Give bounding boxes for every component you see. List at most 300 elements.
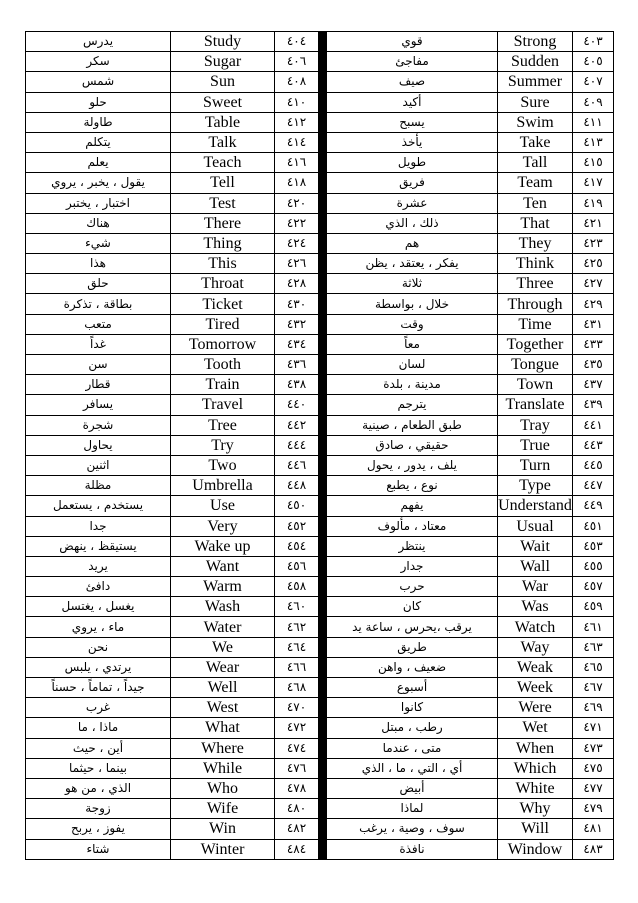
column-divider: [319, 274, 327, 294]
right-entry-number: ٤١٩: [573, 193, 614, 213]
left-entry-number: ٤٨٤: [275, 839, 319, 859]
left-english-word: Tomorrow: [171, 334, 275, 354]
right-english-word: Understand: [498, 497, 572, 515]
vocabulary-table: [25, 31, 614, 860]
left-entry-number: ٤٣٠: [275, 294, 319, 314]
right-english-word: Usual: [498, 516, 573, 536]
right-entry-number: ٤٨١: [573, 819, 614, 839]
left-english-word: Tired: [171, 314, 275, 334]
left-english-word: Winter: [171, 839, 275, 859]
right-entry-number: ٤٥٥: [573, 556, 614, 576]
right-entry-number: ٤٣٩: [573, 395, 614, 415]
column-divider: [319, 132, 327, 152]
table-row: [26, 334, 614, 354]
right-english-word: Was: [498, 597, 573, 617]
right-entry-number: ٤٣٣: [573, 334, 614, 354]
right-arabic-meaning: كانوا: [327, 698, 498, 718]
left-arabic-meaning: متعب: [26, 314, 171, 334]
table-row: [26, 678, 614, 698]
column-divider: [319, 153, 327, 173]
table-row: [26, 153, 614, 173]
left-entry-number: ٤٠٤: [275, 32, 319, 52]
left-english-word: Throat: [171, 274, 275, 294]
right-entry-number: ٤١٧: [573, 173, 614, 193]
right-arabic-meaning: متى ، عندما: [327, 738, 498, 758]
left-english-word: Win: [171, 819, 275, 839]
left-entry-number: ٤١٨: [275, 173, 319, 193]
right-entry-number: ٤٦٣: [573, 637, 614, 657]
right-entry-number: ٤٦٩: [573, 698, 614, 718]
left-english-word: Warm: [171, 577, 275, 597]
right-entry-number: ٤٧١: [573, 718, 614, 738]
left-english-word: Wear: [171, 657, 275, 677]
right-arabic-meaning: أكيد: [327, 92, 498, 112]
table-row: [26, 355, 614, 375]
left-english-word: Study: [171, 32, 275, 52]
right-english-word: Wait: [498, 536, 573, 556]
right-english-word: Window: [498, 839, 573, 859]
left-entry-number: ٤٤٤: [275, 435, 319, 455]
left-english-word: Ticket: [171, 294, 275, 314]
left-arabic-meaning: اختبار ، يختبر: [26, 193, 171, 213]
left-arabic-meaning: يغسل ، يغتسل: [26, 597, 171, 617]
left-english-word: Teach: [171, 153, 275, 173]
column-divider: [319, 254, 327, 274]
left-arabic-meaning: يقول ، يخبر ، يروي: [26, 173, 171, 193]
column-divider: [319, 698, 327, 718]
table-row: [26, 274, 614, 294]
left-arabic-meaning: ماء ، يروي: [26, 617, 171, 637]
column-divider: [319, 173, 327, 193]
left-arabic-meaning: جيداً ، تماماً ، حسناً: [26, 678, 171, 698]
right-entry-number: ٤٧٩: [573, 799, 614, 819]
left-arabic-meaning: شيء: [26, 233, 171, 253]
right-entry-number: ٤٢١: [573, 213, 614, 233]
column-divider: [319, 213, 327, 233]
right-entry-number: ٤١٥: [573, 153, 614, 173]
table-row: [26, 52, 614, 72]
right-arabic-meaning: ثلاثة: [327, 274, 498, 294]
table-row: [26, 92, 614, 112]
right-arabic-meaning: يترجم: [327, 395, 498, 415]
column-divider: [319, 617, 327, 637]
left-entry-number: ٤٦٦: [275, 657, 319, 677]
right-arabic-meaning: أبيض: [327, 778, 498, 798]
table-row: [26, 476, 614, 496]
left-english-word: Travel: [171, 395, 275, 415]
table-row: [26, 496, 614, 516]
left-arabic-meaning: سكر: [26, 52, 171, 72]
column-divider: [319, 516, 327, 536]
right-english-word: Will: [498, 819, 573, 839]
right-arabic-meaning: مدينة ، بلدة: [327, 375, 498, 395]
right-english-word: Wet: [498, 718, 573, 738]
left-entry-number: ٤٣٢: [275, 314, 319, 334]
table-row: [26, 839, 614, 859]
left-english-word: Test: [171, 193, 275, 213]
table-row: [26, 718, 614, 738]
left-entry-number: ٤١٦: [275, 153, 319, 173]
right-english-word: Team: [498, 173, 573, 193]
table-row: [26, 819, 614, 839]
left-english-word: Want: [171, 556, 275, 576]
right-entry-number: ٤٢٣: [573, 233, 614, 253]
table-row: [26, 294, 614, 314]
left-arabic-meaning: دافئ: [26, 577, 171, 597]
right-english-word: Strong: [498, 32, 573, 52]
right-english-word: Town: [498, 375, 573, 395]
right-entry-number: ٤٠٣: [573, 32, 614, 52]
table-row: [26, 193, 614, 213]
right-arabic-meaning: لسان: [327, 355, 498, 375]
table-row: [26, 72, 614, 92]
left-entry-number: ٤٥٤: [275, 536, 319, 556]
left-entry-number: ٤٦٢: [275, 617, 319, 637]
left-entry-number: ٤٢٨: [275, 274, 319, 294]
right-english-word: Wall: [498, 556, 573, 576]
column-divider: [319, 355, 327, 375]
right-arabic-meaning: طريق: [327, 637, 498, 657]
left-english-word: Sugar: [171, 52, 275, 72]
right-entry-number: ٤١٣: [573, 132, 614, 152]
right-arabic-meaning: يفهم: [327, 496, 498, 516]
left-entry-number: ٤٢٠: [275, 193, 319, 213]
right-entry-number: ٤٤٩: [573, 496, 614, 516]
table-row: [26, 698, 614, 718]
left-entry-number: ٤٧٤: [275, 738, 319, 758]
left-arabic-meaning: زوجة: [26, 799, 171, 819]
right-arabic-meaning: طبق الطعام ، صينية: [327, 415, 498, 435]
column-divider: [319, 637, 327, 657]
right-arabic-meaning: جدار: [327, 556, 498, 576]
right-english-word: True: [498, 435, 573, 455]
right-entry-number: ٤٢٧: [573, 274, 614, 294]
table-row: [26, 233, 614, 253]
left-arabic-meaning: شمس: [26, 72, 171, 92]
left-english-word: Where: [171, 738, 275, 758]
right-english-word: Think: [498, 254, 573, 274]
right-english-word: When: [498, 738, 573, 758]
left-english-word: Very: [171, 516, 275, 536]
left-english-word: Sun: [171, 72, 275, 92]
right-arabic-meaning: أسبوع: [327, 678, 498, 698]
right-entry-number: ٤٠٥: [573, 52, 614, 72]
column-divider: [319, 72, 327, 92]
table-row: [26, 657, 614, 677]
left-entry-number: ٤٣٨: [275, 375, 319, 395]
left-english-word: Sweet: [171, 92, 275, 112]
right-arabic-meaning: رطب ، مبتل: [327, 718, 498, 738]
left-english-word: While: [171, 758, 275, 778]
table-row: [26, 556, 614, 576]
column-divider: [319, 334, 327, 354]
right-arabic-meaning: مفاجئ: [327, 52, 498, 72]
left-arabic-meaning: اثنين: [26, 455, 171, 475]
left-arabic-meaning: يدرس: [26, 32, 171, 52]
left-entry-number: ٤٢٢: [275, 213, 319, 233]
right-entry-number: ٤٢٥: [573, 254, 614, 274]
right-arabic-meaning: ينتظر: [327, 536, 498, 556]
right-arabic-meaning: فريق: [327, 173, 498, 193]
left-arabic-meaning: الذي ، من هو: [26, 778, 171, 798]
table-row: [26, 536, 614, 556]
left-arabic-meaning: يريد: [26, 556, 171, 576]
right-arabic-meaning: يأخذ: [327, 132, 498, 152]
right-english-word: They: [498, 233, 573, 253]
column-divider: [319, 314, 327, 334]
left-arabic-meaning: يرتدي ، يلبس: [26, 657, 171, 677]
right-arabic-meaning: لماذا: [327, 799, 498, 819]
right-entry-number: ٤٤٣: [573, 435, 614, 455]
table-row: [26, 314, 614, 334]
right-arabic-meaning: هم: [327, 233, 498, 253]
left-english-word: West: [171, 698, 275, 718]
right-english-word: Take: [498, 132, 573, 152]
right-english-word: Way: [498, 637, 573, 657]
right-arabic-meaning: نافذة: [327, 839, 498, 859]
right-entry-number: ٤٦٧: [573, 678, 614, 698]
column-divider: [319, 52, 327, 72]
left-entry-number: ٤٥٢: [275, 516, 319, 536]
table-row: [26, 516, 614, 536]
column-divider: [319, 678, 327, 698]
right-english-word: Summer: [498, 72, 573, 92]
right-english-word: Tall: [498, 153, 573, 173]
column-divider: [319, 92, 327, 112]
left-english-word: Talk: [171, 132, 275, 152]
column-divider: [319, 738, 327, 758]
left-english-word: Tell: [171, 173, 275, 193]
column-divider: [319, 415, 327, 435]
table-row: [26, 435, 614, 455]
left-entry-number: ٤١٤: [275, 132, 319, 152]
left-arabic-meaning: يعلم: [26, 153, 171, 173]
column-divider: [319, 32, 327, 52]
table-row: [26, 32, 614, 52]
left-english-word: What: [171, 718, 275, 738]
right-english-word: Turn: [498, 455, 573, 475]
left-english-word: Table: [171, 112, 275, 132]
right-entry-number: ٤٧٥: [573, 758, 614, 778]
right-english-word: Weak: [498, 657, 573, 677]
right-entry-number: ٤٠٩: [573, 92, 614, 112]
right-english-word: Why: [498, 799, 573, 819]
table-row: [26, 213, 614, 233]
left-entry-number: ٤٦٤: [275, 637, 319, 657]
right-english-word: Tongue: [498, 355, 573, 375]
left-entry-number: ٤٧٢: [275, 718, 319, 738]
left-arabic-meaning: يستيقظ ، ينهض: [26, 536, 171, 556]
left-english-word: Wife: [171, 799, 275, 819]
right-english-word: Time: [498, 314, 573, 334]
left-entry-number: ٤٤٢: [275, 415, 319, 435]
left-arabic-meaning: بطاقة ، تذكرة: [26, 294, 171, 314]
right-arabic-meaning: معاً: [327, 334, 498, 354]
right-english-word: Were: [498, 698, 573, 718]
right-entry-number: ٤٧٣: [573, 738, 614, 758]
left-entry-number: ٤٥٦: [275, 556, 319, 576]
table-row: [26, 415, 614, 435]
left-arabic-meaning: شجرة: [26, 415, 171, 435]
right-english-word: Sure: [498, 92, 573, 112]
right-arabic-meaning: طويل: [327, 153, 498, 173]
column-divider: [319, 758, 327, 778]
column-divider: [319, 233, 327, 253]
right-entry-number: ٤٣٥: [573, 355, 614, 375]
column-divider: [319, 657, 327, 677]
left-arabic-meaning: شتاء: [26, 839, 171, 859]
left-english-word: Train: [171, 375, 275, 395]
right-entry-number: ٤٥٩: [573, 597, 614, 617]
column-divider: [319, 375, 327, 395]
right-entry-number: ٤٠٧: [573, 72, 614, 92]
left-arabic-meaning: غداً: [26, 334, 171, 354]
left-english-word: Water: [171, 617, 275, 637]
column-divider: [319, 395, 327, 415]
left-entry-number: ٤٤٨: [275, 476, 319, 496]
right-entry-number: ٤٤٥: [573, 455, 614, 475]
right-english-word: Which: [498, 758, 573, 778]
right-entry-number: ٤٦٥: [573, 657, 614, 677]
right-arabic-meaning: يسبح: [327, 112, 498, 132]
left-entry-number: ٤٧٦: [275, 758, 319, 778]
right-arabic-meaning: صيف: [327, 72, 498, 92]
right-entry-number: ٤٥٧: [573, 577, 614, 597]
right-entry-number: ٤٤١: [573, 415, 614, 435]
left-english-word: Use: [171, 496, 275, 516]
right-english-word: That: [498, 213, 573, 233]
column-divider: [319, 577, 327, 597]
left-arabic-meaning: جدا: [26, 516, 171, 536]
left-english-word: Two: [171, 455, 275, 475]
left-arabic-meaning: يستخدم ، يستعمل: [26, 496, 171, 516]
right-arabic-meaning: ذلك ، الذي: [327, 213, 498, 233]
left-arabic-meaning: قطار: [26, 375, 171, 395]
left-entry-number: ٤٥٠: [275, 496, 319, 516]
left-english-word: Wash: [171, 597, 275, 617]
right-arabic-meaning: معتاد ، مألوف: [327, 516, 498, 536]
right-english-word: White: [498, 778, 573, 798]
right-arabic-meaning: وقت: [327, 314, 498, 334]
left-entry-number: ٤٥٨: [275, 577, 319, 597]
right-arabic-meaning: أي ، التي ، ما ، الذي: [327, 758, 498, 778]
table-row: [26, 455, 614, 475]
right-arabic-meaning: حقيقي ، صادق: [327, 435, 498, 455]
right-english-word: War: [498, 577, 573, 597]
column-divider: [319, 112, 327, 132]
right-arabic-meaning: يرقب ،يحرس ، ساعة يد: [327, 617, 498, 637]
left-english-word: We: [171, 637, 275, 657]
left-arabic-meaning: مظلة: [26, 476, 171, 496]
column-divider: [319, 476, 327, 496]
left-arabic-meaning: حلو: [26, 92, 171, 112]
table-row: [26, 799, 614, 819]
column-divider: [319, 839, 327, 859]
left-english-word: Who: [171, 778, 275, 798]
right-entry-number: ٤٤٧: [573, 476, 614, 496]
right-arabic-meaning: ضعيف ، واهن: [327, 657, 498, 677]
right-arabic-meaning: يفكر ، يعتقد ، يظن: [327, 254, 498, 274]
left-entry-number: ٤٦٠: [275, 597, 319, 617]
left-entry-number: ٤١٢: [275, 112, 319, 132]
column-divider: [319, 455, 327, 475]
left-arabic-meaning: سن: [26, 355, 171, 375]
right-english-word: Watch: [498, 617, 573, 637]
right-entry-number: ٤٥٣: [573, 536, 614, 556]
right-english-word: Ten: [498, 193, 573, 213]
table-row: [26, 637, 614, 657]
left-arabic-meaning: يفوز ، يربح: [26, 819, 171, 839]
left-entry-number: ٤٢٤: [275, 233, 319, 253]
right-entry-number: ٤٦١: [573, 617, 614, 637]
left-arabic-meaning: هذا: [26, 254, 171, 274]
left-arabic-meaning: طاولة: [26, 112, 171, 132]
left-arabic-meaning: يتكلم: [26, 132, 171, 152]
left-arabic-meaning: حلق: [26, 274, 171, 294]
table-row: [26, 132, 614, 152]
table-row: [26, 395, 614, 415]
right-english-word: Tray: [498, 415, 573, 435]
left-english-word: Wake up: [171, 536, 275, 556]
left-entry-number: ٤٨٢: [275, 819, 319, 839]
table-row: [26, 617, 614, 637]
right-english-word: Type: [498, 476, 573, 496]
left-english-word: This: [171, 254, 275, 274]
right-english-word: Together: [498, 334, 573, 354]
table-row: [26, 254, 614, 274]
right-entry-number: ٤٢٩: [573, 294, 614, 314]
left-entry-number: ٤٤٠: [275, 395, 319, 415]
left-arabic-meaning: ماذا ، ما: [26, 718, 171, 738]
left-arabic-meaning: يسافر: [26, 395, 171, 415]
table-row: [26, 375, 614, 395]
left-english-word: Tooth: [171, 355, 275, 375]
left-arabic-meaning: هناك: [26, 213, 171, 233]
left-entry-number: ٤٢٦: [275, 254, 319, 274]
right-english-word: Through: [498, 294, 573, 314]
column-divider: [319, 536, 327, 556]
left-entry-number: ٤٣٤: [275, 334, 319, 354]
column-divider: [319, 819, 327, 839]
right-entry-number: ٤٣١: [573, 314, 614, 334]
column-divider: [319, 556, 327, 576]
column-divider: [319, 193, 327, 213]
left-entry-number: ٤٠٨: [275, 72, 319, 92]
right-entry-number: ٤٥١: [573, 516, 614, 536]
left-entry-number: ٤١٠: [275, 92, 319, 112]
right-arabic-meaning: نوع ، يطبع: [327, 476, 498, 496]
right-entry-number: ٤٧٧: [573, 778, 614, 798]
left-arabic-meaning: نحن: [26, 637, 171, 657]
left-entry-number: ٤٧٠: [275, 698, 319, 718]
left-english-word: Thing: [171, 233, 275, 253]
column-divider: [319, 496, 327, 516]
table-row: [26, 758, 614, 778]
right-arabic-meaning: عشرة: [327, 193, 498, 213]
right-entry-number: ٤١١: [573, 112, 614, 132]
left-entry-number: ٤٧٨: [275, 778, 319, 798]
right-english-word: Week: [498, 678, 573, 698]
table-row: [26, 112, 614, 132]
left-entry-number: ٤٦٨: [275, 678, 319, 698]
left-entry-number: ٤٤٦: [275, 455, 319, 475]
right-arabic-meaning: يلف ، يدور ، يحول: [327, 455, 498, 475]
table-row: [26, 778, 614, 798]
column-divider: [319, 799, 327, 819]
right-english-word: Translate: [498, 395, 573, 415]
left-english-word: There: [171, 213, 275, 233]
left-entry-number: ٤٨٠: [275, 799, 319, 819]
